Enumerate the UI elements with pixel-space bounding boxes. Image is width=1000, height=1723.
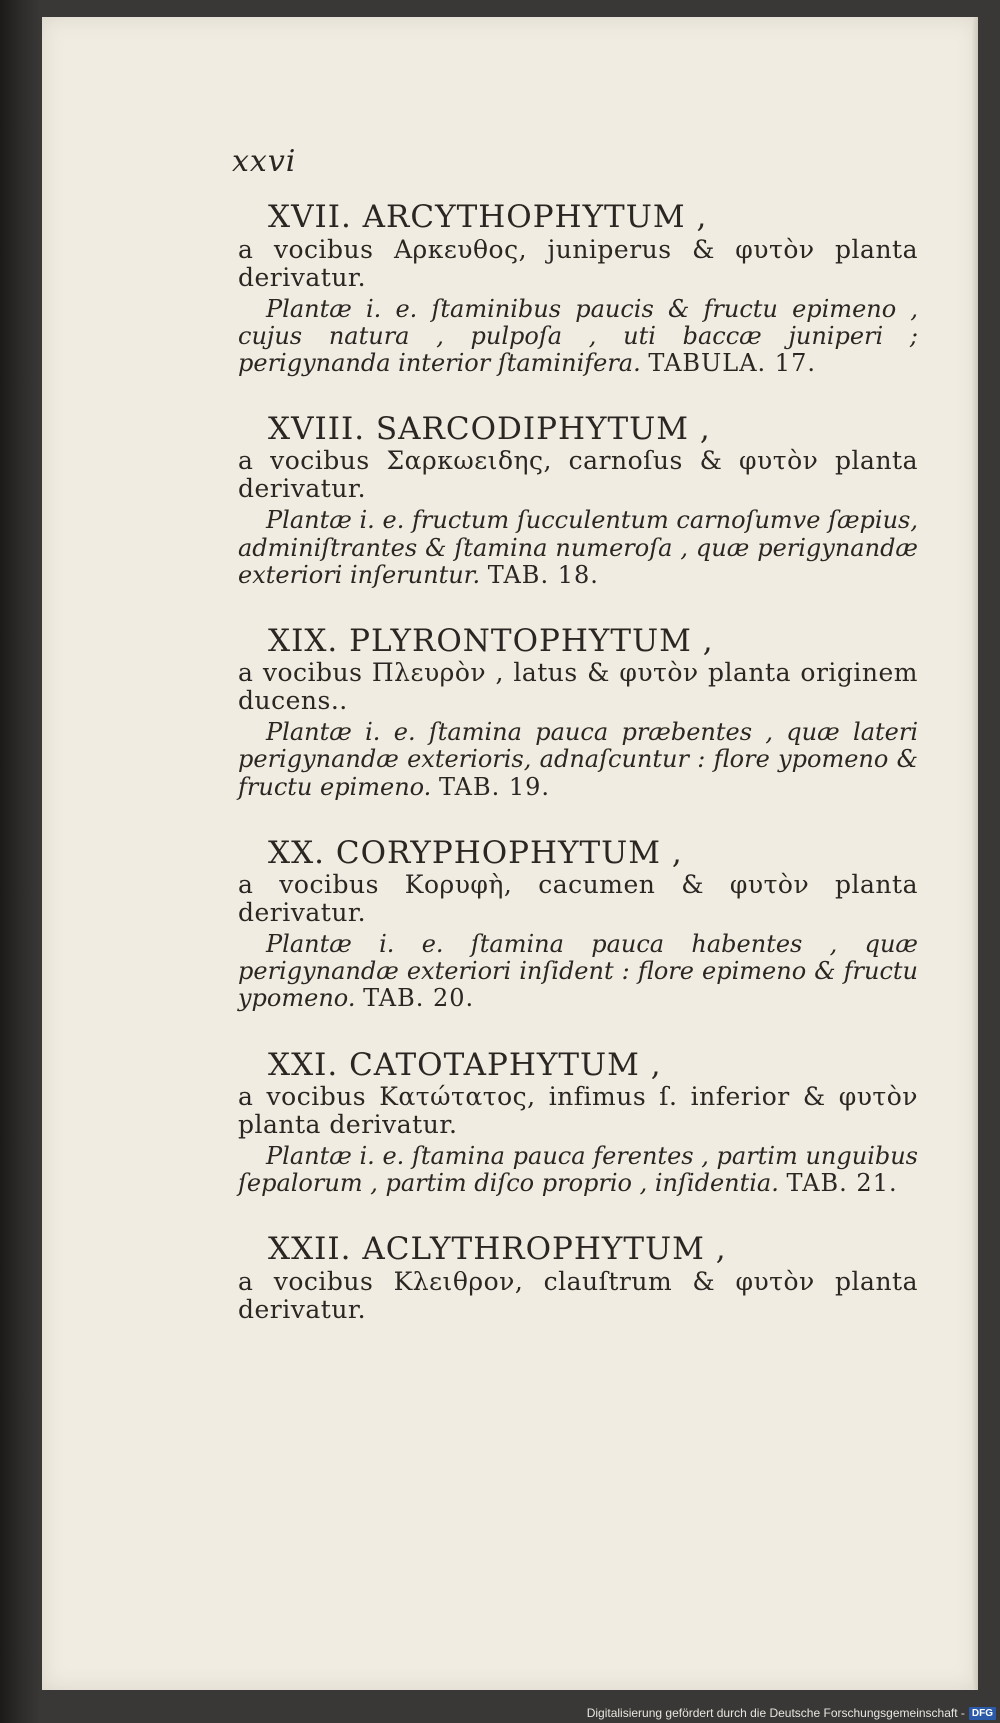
entry-description [238, 1143, 918, 1197]
plate-reference: TAB. 18. [487, 560, 599, 589]
entry [238, 410, 918, 589]
plate-reference: TABULA. 17. [648, 348, 816, 377]
entry [238, 1046, 918, 1198]
entry-heading: XVIII. SARCODIPHYTUM , [268, 410, 711, 447]
entry-heading: XXI. CATOTAPHYTUM , [268, 1046, 662, 1083]
plate-reference: TAB. 20. [363, 984, 475, 1013]
entry-heading: XX. CORYPHOPHYTUM , [268, 834, 683, 871]
entry-etymology: a vocibus Αρκευθος, juniperus & φυτὸν planta derivatur. [238, 234, 918, 292]
entry [238, 1233, 918, 1324]
entry [238, 622, 918, 801]
plate-reference: TAB. 21. [786, 1169, 898, 1198]
footer-text: Digitalisierung gefördert durch die Deutsche Forschungsgemeinschaft - [586, 1706, 965, 1720]
plate-reference: TAB. 19. [438, 772, 551, 801]
entry-etymology: a vocibus Κλειθρον, clauſtrum & φυτὸν planta derivatur. [238, 1266, 918, 1324]
entry-etymology: a vocibus Κορυφὴ, cacumen & φυτὸν planta derivatur. [238, 870, 918, 928]
description-text: Plantæ i. e. ſtamina pauca habentes , quæ perigynandæ exteriori inſident : flore epimeno & fructu ypomeno. [238, 930, 918, 1013]
description-text: Plantæ i. e. fructum ſucculentum carnoſumve ſæpius, adminiſtrantes & ſtamina numeroſa , quæ perigynandæ exteriori inſeruntur. [238, 506, 918, 589]
description-text: Plantæ i. e. ſtamina pauca præbentes , quæ lateri perigynandæ exterioris, adnaſcuntur : flore ypomeno & fructu epimeno. [238, 718, 918, 801]
entry-heading: XVII. ARCYTHOPHYTUM , [268, 199, 708, 235]
description-text: Plantæ i. e. ſtaminibus paucis & fructu epimeno , cujus natura , pulpoſa , uti baccæ juniperi ; perigynanda interior ſtaminifera. [238, 294, 918, 377]
page-content [232, 144, 918, 1360]
book-page [42, 17, 978, 1690]
entry-description [238, 296, 918, 377]
entry [238, 834, 918, 1013]
entry-description [238, 931, 918, 1012]
dfg-logo: DFG [969, 1707, 996, 1720]
entry-etymology: a vocibus Σαρκωειδης, carnoſus & φυτὸν planta derivatur. [238, 446, 918, 504]
description-text: Plantæ i. e. ſtamina pauca ferentes , partim unguibus ſepalorum , partim diſco proprio , inſidentia. [238, 1142, 918, 1198]
page-number: xxvi [232, 144, 297, 179]
entry-etymology: a vocibus Κατώτατος, infimus ſ. inferior & φυτὸν planta derivatur. [238, 1082, 918, 1140]
entry-description [238, 719, 918, 800]
entry-heading: XXII. ACLYTHROPHYTUM , [268, 1231, 727, 1268]
digitization-footer [587, 1706, 996, 1720]
entry [238, 201, 918, 377]
entry-heading: XIX. PLYRONTOPHYTUM , [268, 622, 714, 659]
entry-etymology: a vocibus Πλευρὸν , latus & φυτὸν planta originem ducens.. [238, 658, 918, 716]
entry-description [238, 507, 918, 588]
